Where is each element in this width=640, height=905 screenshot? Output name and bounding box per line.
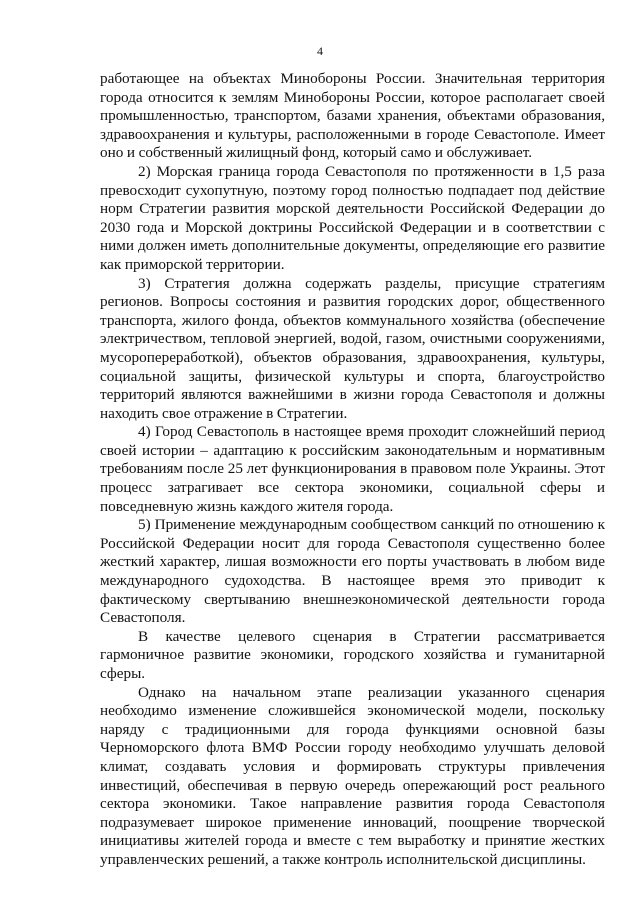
paragraph-economic-model: Однако на начальном этапе реализации указанного сценария необходимо изменение сложившейся экономической модели, поскольку наряду с традиционными для города функциями основной базы Черноморского флота ВМФ России городу необходимо улучшать деловой климат, создавать условия и формировать структуры привлечения инвестиций, обеспечивая в первую очередь опережающий рост реального сектора экономики. Такое направление развития города Севастополя подразумевает широкое применение инноваций, поощрение творческой инициативы жителей города и вместе с тем выработку и принятие жестких управленческих решений, а также контроль исполнительской дисциплины. — [100, 683, 605, 868]
paragraph-item-5: 5) Применение международным сообществом санкций по отношению к Российской Федерации носит для города Севастополя существенно более жесткий характер, лишая возможности его порты участвовать в любом виде международного судоходства. В настоящее время это приводит к фактическому свертыванию внешнеэкономической деятельности города Севастополя. — [100, 516, 605, 627]
paragraph-target-scenario: В качестве целевого сценария в Стратегии рассматривается гармоничное развитие экономики, городского хозяйства и гуманитарной сферы. — [100, 627, 605, 682]
paragraph-item-4: 4) Город Севастополь в настоящее время проходит сложнейший период своей истории – адаптацию к российским законодательным и нормативным требованиям после 25 лет функционирования в правовом поле Украины. Этот процесс затрагивает все сектора экономики, социальной сферы и повседневную жизнь каждого жителя города. — [100, 423, 605, 515]
paragraph-item-3: 3) Стратегия должна содержать разделы, присущие стратегиям регионов. Вопросы состояния и развития городских дорог, общественного транспорта, жилого фонда, объектов коммунального хозяйства (обеспечение электричеством, тепловой энергией, водой, газом, очистными сооружениями, мусоропереработкой), объектов образования, здравоохранения, культуры, социальной защиты, физической культуры и спорта, благоустройство территорий являются важнейшими в жизни города Севастополя и должны находить свое отражение в Стратегии. — [100, 274, 605, 422]
paragraph-continuation: работающее на объектах Минобороны России. Значительная территория города относится к землям Минобороны России, которое располагает своей промышленностью, транспортом, базами хранения, объектами образования, здравоохранения и культуры, расположенными в городе Севастополе. Имеет оно и собственный жилищный фонд, который само и обслуживает. — [100, 70, 605, 162]
document-body — [100, 70, 605, 870]
page-number: 4 — [317, 44, 323, 58]
paragraph-item-2: 2) Морская граница города Севастополя по протяженности в 1,5 раза превосходит сухопутную, поэтому город полностью подпадает под действие норм Стратегии развития морской деятельности Российской Федерации до 2030 года и Морской доктрины Российской Федерации и в соответствии с ними должен иметь дополнительные документы, определяющие его развитие как приморской территории. — [100, 162, 605, 273]
